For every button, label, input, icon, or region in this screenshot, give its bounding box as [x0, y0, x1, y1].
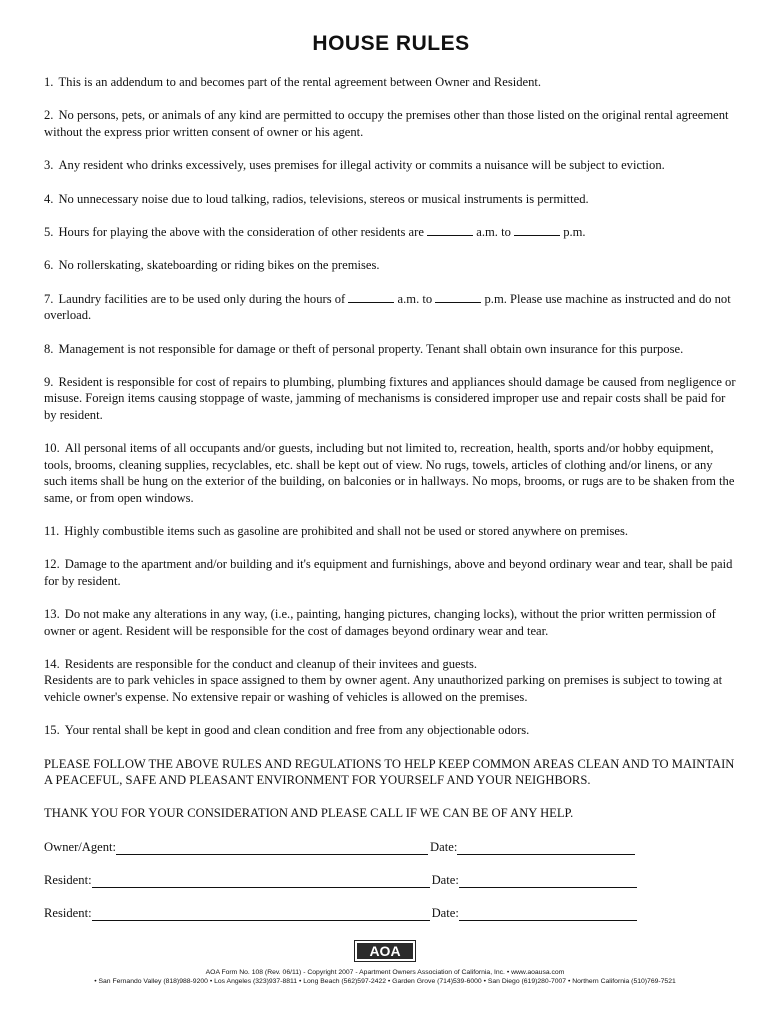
rule-15	[44, 722, 738, 738]
rule-text: Do not make any alterations in any way, (i.e., painting, hanging pictures, changing locks), without the prior written permission of owner or agent. Resident will be responsible for the cost of damages beyond ordinary wear and tear.	[44, 607, 716, 638]
rule-number: 5.	[44, 225, 54, 240]
rule-text: Residents are responsible for the conduct and cleanup of their invitees and guests.	[64, 656, 478, 671]
rule-text: Your rental shall be kept in good and clean condition and free from any objectionable odors.	[64, 723, 530, 738]
resident-2-date-field[interactable]	[459, 908, 637, 921]
rule-text: Damage to the apartment and/or building and it's equipment and furnishings, above and beyond ordinary wear and tear, shall be paid for by resident.	[44, 557, 733, 588]
aoa-logo-graphic	[354, 940, 416, 962]
rule-14	[44, 656, 738, 705]
rule-13	[44, 606, 738, 639]
rule-text: No unnecessary noise due to loud talking, radios, televisions, stereos or musical instruments is permitted.	[58, 191, 589, 206]
rule-10	[44, 440, 738, 506]
resident-1-date-field[interactable]	[459, 875, 637, 888]
rule-number: 15.	[44, 723, 60, 738]
rule-text: a.m. to	[476, 225, 511, 240]
rule-11	[44, 523, 738, 539]
rule-number: 6.	[44, 258, 54, 273]
rule-text: Hours for playing the above with the consideration of other residents are	[58, 225, 424, 240]
rule-text-continued: Residents are to park vehicles in space assigned to them by owner agent. Any unauthorized parking on premises is subject to towing at vehicle owner's expense. No extensive repair or washing of vehicles is allowed on the premises.	[44, 673, 723, 704]
playing-start-blank[interactable]	[427, 225, 473, 236]
owner-agent-signature-field[interactable]	[116, 842, 428, 855]
rule-number: 11.	[44, 523, 60, 538]
rule-text: All personal items of all occupants and/or guests, including but not limited to, recreation, health, sports and/or hobby equipment, tools, brooms, cleaning supplies, recyclables, etc. shall be kept out of view. No rugs, towels, articles of clothing and/or linens, or any such items shall be hung on the exterior of the building, on balconies or in hallways. No mops, brooms, or rugs are to be shaken from the same, or from open windows.	[44, 441, 735, 505]
rule-1	[44, 74, 738, 90]
rule-number: 10.	[44, 441, 60, 456]
date-label: Date:	[430, 839, 458, 854]
rule-text: Any resident who drinks excessively, uses premises for illegal activity or commits a nuisance will be subject to eviction.	[58, 158, 665, 173]
rule-text: No persons, pets, or animals of any kind are permitted to occupy the premises other than those listed on the original rental agreement without the express prior written consent of owner or his agent.	[44, 108, 729, 139]
rule-text: This is an addendum to and becomes part of the rental agreement between Owner and Resident.	[58, 75, 542, 89]
rule-text: p.m. Please use machine as instructed and do not overload.	[44, 291, 731, 323]
rule-2	[44, 107, 738, 140]
rule-number: 2.	[44, 108, 54, 123]
resident-2-signature-row	[44, 905, 738, 921]
owner-agent-date-field[interactable]	[457, 842, 635, 855]
resident-1-signature-field[interactable]	[92, 875, 430, 888]
rule-number: 1.	[44, 75, 54, 89]
aoa-logo-text: AOA	[369, 943, 401, 959]
laundry-start-blank[interactable]	[348, 292, 394, 303]
rule-text: a.m. to	[397, 291, 433, 306]
rules-list	[44, 74, 738, 739]
thank-you-statement: THANK YOU FOR YOUR CONSIDERATION AND PLEASE CALL IF WE CAN BE OF ANY HELP.	[44, 806, 574, 821]
signature-label: Resident:	[44, 905, 92, 920]
signature-label: Owner/Agent:	[44, 839, 117, 854]
rule-number: 12.	[44, 557, 60, 572]
date-label: Date:	[431, 905, 459, 920]
rule-text: Laundry facilities are to be used only during the hours of	[58, 291, 346, 306]
laundry-end-blank[interactable]	[435, 292, 481, 303]
playing-end-blank[interactable]	[514, 225, 560, 236]
rule-number: 13.	[44, 607, 60, 622]
rule-number: 8.	[44, 341, 54, 356]
form-footer	[0, 940, 770, 986]
rule-text: Resident is responsible for cost of repairs to plumbing, plumbing fixtures and appliances should damage be caused from negligence or misuse. Foreign items causing stoppage of waste, jamming of mechanisms is considered improper use and repair costs shall be paid for by resident.	[44, 375, 736, 422]
rule-text: Highly combustible items such as gasoline are prohibited and shall not be used or stored anywhere on premises.	[64, 523, 629, 538]
rule-text: p.m.	[563, 225, 586, 240]
signature-label: Resident:	[44, 872, 92, 887]
rule-7	[44, 291, 738, 324]
rule-3	[44, 157, 738, 173]
resident-1-signature-row	[44, 872, 738, 888]
page-title: HOUSE RULES	[312, 32, 470, 55]
rule-12	[44, 556, 738, 589]
aoa-logo	[354, 940, 416, 962]
rule-9	[44, 374, 738, 423]
rule-number: 4.	[44, 191, 54, 206]
date-label: Date:	[431, 872, 459, 887]
footer-office-locations: • San Fernando Valley (818)988-9200 • Los Angeles (323)937-8811 • Long Beach (562)597-2422 • Garden Grove (714)539-6000 • San Diego (619)280-7007 • Northern California (510)769-7521	[94, 978, 676, 985]
rule-number: 14.	[44, 656, 60, 671]
rule-text: No rollerskating, skateboarding or riding bikes on the premises.	[58, 258, 380, 273]
rule-4	[44, 191, 738, 207]
closing-statement: PLEASE FOLLOW THE ABOVE RULES AND REGULATIONS TO HELP KEEP COMMON AREAS CLEAN AND TO MAINTAIN A PEACEFUL, SAFE AND PLEASANT ENVIRONMENT FOR YOURSELF AND YOUR NEIGHBORS.	[44, 756, 735, 787]
rule-number: 9.	[44, 375, 54, 390]
rule-number: 7.	[44, 291, 54, 306]
rule-number: 3.	[44, 158, 54, 173]
rule-text: Management is not responsible for damage or theft of personal property. Tenant shall obtain own insurance for this purpose.	[58, 341, 684, 356]
rule-6	[44, 257, 738, 273]
owner-agent-signature-row	[44, 839, 738, 855]
resident-2-signature-field[interactable]	[92, 908, 430, 921]
footer-form-info: AOA Form No. 108 (Rev. 06/11) - Copyright 2007 - Apartment Owners Association of California, Inc. • www.aoausa.com	[205, 969, 565, 976]
rule-8	[44, 341, 738, 357]
rule-5	[44, 224, 738, 240]
